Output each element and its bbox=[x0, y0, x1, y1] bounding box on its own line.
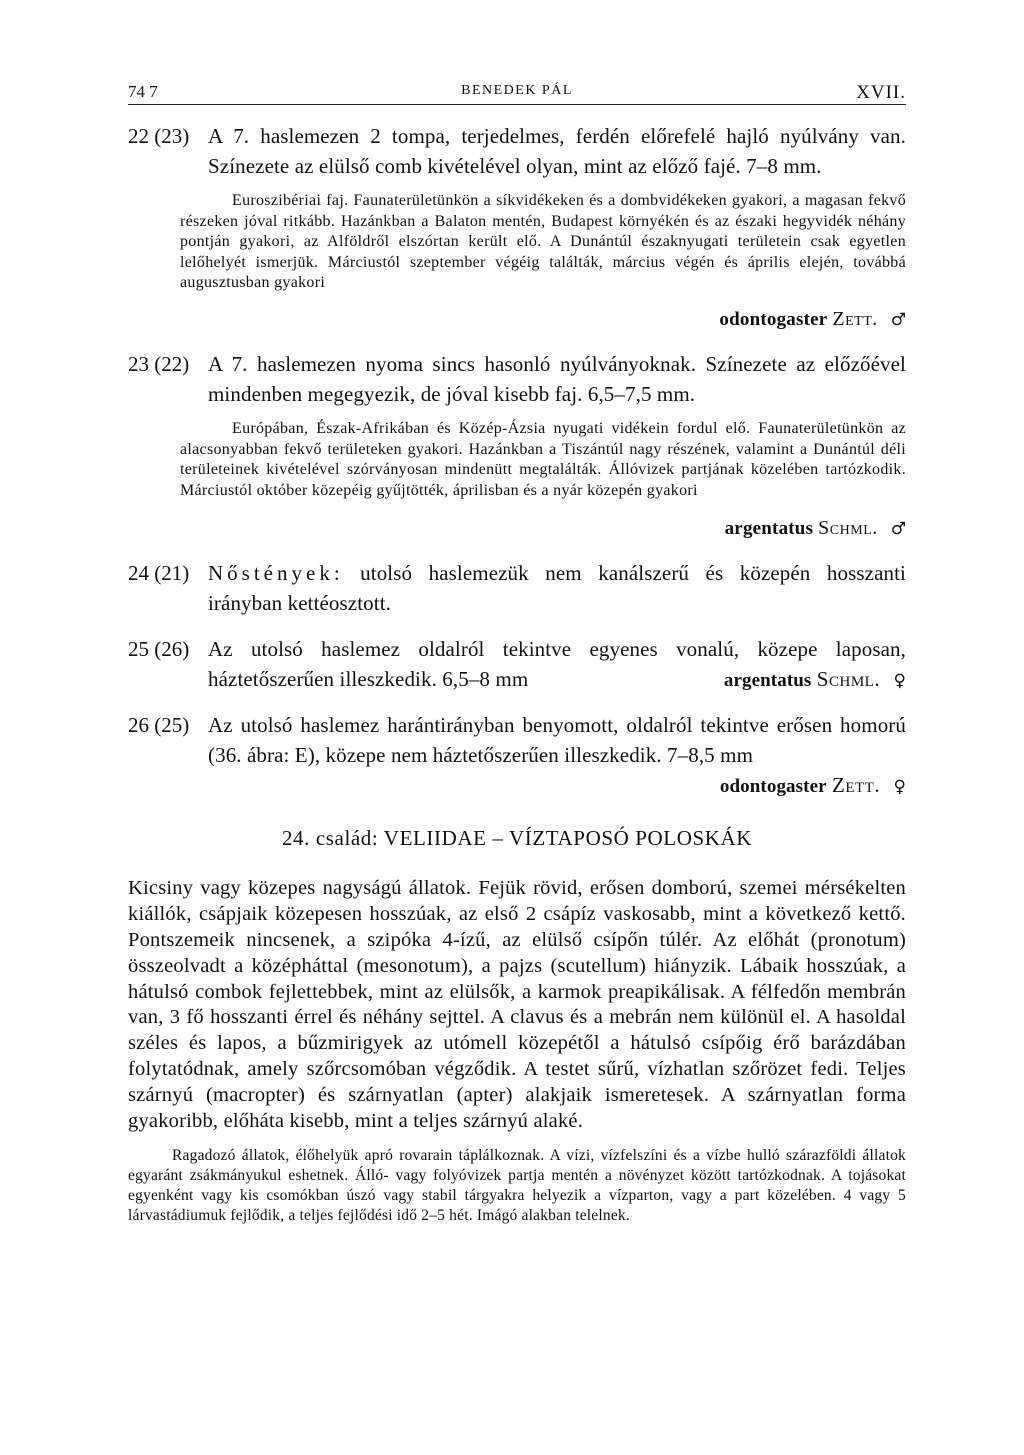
key-entry-text: Az utolsó haslemez oldalról tekintve egyenes vonalú, közepe laposan, háztetőszerűen illeszkedik. 6,5–8 mm argentatus Schml. ♀ bbox=[208, 634, 906, 694]
key-entry-number: 25 (26) bbox=[128, 637, 190, 662]
male-symbol-icon: ♂ bbox=[890, 309, 906, 330]
key-entry-25 bbox=[128, 634, 906, 694]
family-biology-note: Ragadozó állatok, élőhelyük apró rovarain táplálkoznak. A vízi, vízfelszíni és a vízbe hulló szárazföldi állatok egyaránt zsákmányukul eshetnek. Álló- vagy folyóvizek partja mentén a növényzet között tartózkodnak. A tojásokat egyenként vagy kis csomókban úszó vagy stabil tárgyakra helyezik a vízparton, vagy a part közelében. 4 vagy 5 lárvastádiumuk fejlődik, a teljes fejlődési idő 2–5 hét. Imágó alakban telelnek. bbox=[128, 1147, 906, 1225]
key-entry-22 bbox=[128, 121, 906, 335]
species-author: Schml. bbox=[816, 667, 881, 692]
key-entry-text: A 7. haslemezen 2 tompa, terjedelmes, ferdén előrefelé hajló nyúlvány van. Színezete az elülső comb kivételével olyan, mint az előző fajé. 7–8 mm. bbox=[208, 124, 906, 178]
key-entry-text: A 7. haslemezen nyoma sincs hasonló nyúlványoknak. Színezete az előzőével mindenben megegyezik, de jóval kisebb faj. 6,5–7,5 mm. bbox=[208, 351, 906, 406]
species-name: argentatus bbox=[723, 670, 812, 692]
key-entry-number: 23 (22) bbox=[128, 351, 190, 376]
distribution-note: Euroszibériai faj. Faunaterületünkön a síkvidékeken és a dombvidékeken gyakori, a magasan fekvő részeken jóval ritkább. Hazánkban a Balaton mentén, Budapest környékén és az északi hegyvidék néhány pontján gyakori, az Alföldről elszórtan került elő. A Dunántúl északnyugati területein csak egyetlen lelőhelyét ismerjük. Márciustól szeptember végéig találták, március végén és április elején, továbbá augusztusban gyakori bbox=[180, 192, 906, 292]
key-entry-number: 22 (23) bbox=[128, 124, 190, 148]
species-name-line bbox=[128, 304, 906, 335]
running-header bbox=[128, 76, 906, 105]
page bbox=[128, 76, 906, 1226]
species-name: odontogaster bbox=[719, 776, 827, 798]
running-author: BENEDEK PÁL bbox=[461, 83, 573, 98]
key-entry-text: Az utolsó haslemez harántirányban benyomott, oldalról tekintve erősen homorú (36. ábra: E), közepe nem háztetőszerűen illeszkedik. 7–8,5 mm odontogaster Zett. ♀ bbox=[208, 710, 906, 770]
family-heading: 24. család: VELIIDAE – VÍZTAPOSÓ POLOSKÁK bbox=[281, 826, 753, 851]
female-symbol-icon: ♀ bbox=[893, 671, 906, 692]
female-symbol-icon: ♀ bbox=[893, 777, 906, 798]
key-entry-number: 26 (25) bbox=[128, 713, 190, 738]
sex-heading: Nőstények: bbox=[208, 561, 344, 586]
species-name: odontogaster bbox=[719, 308, 828, 330]
key-entry-23 bbox=[128, 349, 906, 544]
species-name: argentatus bbox=[724, 518, 814, 540]
key-entry-26 bbox=[128, 710, 906, 798]
chapter-number: XVII. bbox=[856, 82, 906, 103]
species-name-line bbox=[724, 664, 906, 696]
key-entry-number: 24 (21) bbox=[128, 561, 190, 586]
page-number: 74 7 bbox=[128, 82, 158, 101]
species-name-line bbox=[128, 513, 906, 544]
species-author: Zett. bbox=[832, 773, 881, 798]
species-author: Schml. bbox=[818, 517, 878, 540]
species-author: Zett. bbox=[832, 307, 878, 330]
family-description: Kicsiny vagy közepes nagyságú állatok. Fejük rövid, erősen domború, szemei mérsékelten kiállók, csápjaik közepesen hosszúak, az első 2 csápíz vaskosabb, mint a következő kettő. Pontszemeik nincsenek, a szipóka 4-ízű, az elülső csípőn túlér. Az előhát (pronotum) összeolvadt a középháttal (mesonotum), a pajzs (scutellum) hiányzik. Lábaik hosszúak, a hátulsó combok fejlettebbek, mint az elülsők, a karmok preapikálisak. A félfedőn membrán van, 3 fő hosszanti érrel és néhány sejttel. A clavus és a mebrán nem különül el. A hasoldal széles és lapos, a bűzmirigyek az utómell közepétől a hátulsó csípőig érő barázdában folytatódnak, amely szőrcsomóban végződik. A testet sűrű, vízhatlan szőrözet fedi. Teljes szárnyú (macropter) és szárnyatlan (apter) alakjaik ismeretesek. A szárnyatlan forma gyakoribb, előháta kisebb, mint a teljes szárnyú alaké. bbox=[128, 877, 906, 1132]
key-entry-24 bbox=[128, 558, 906, 618]
species-name-line bbox=[720, 770, 906, 802]
key-entry-text: Nőstények: utolsó haslemezük nem kanálszerű és közepén hosszanti irányban kettéosztott. bbox=[208, 561, 906, 616]
male-symbol-icon: ♂ bbox=[890, 519, 906, 540]
distribution-note: Európában, Észak-Afrikában és Közép-Ázsia nyugati vidékein fordul elő. Faunaterületünkön az alacsonyabban fekvő területeken gyakori. Hazánkban a Tiszántúl nagy részének, valamint a Dunántúl déli területeinek kivételével szórványosan mindenütt megtalálták. Állóvizek partjának közelében tartózkodik. Márciustól október közepéig gyűjtötték, áprilisban és a nyár közepén gyakori bbox=[180, 419, 906, 499]
